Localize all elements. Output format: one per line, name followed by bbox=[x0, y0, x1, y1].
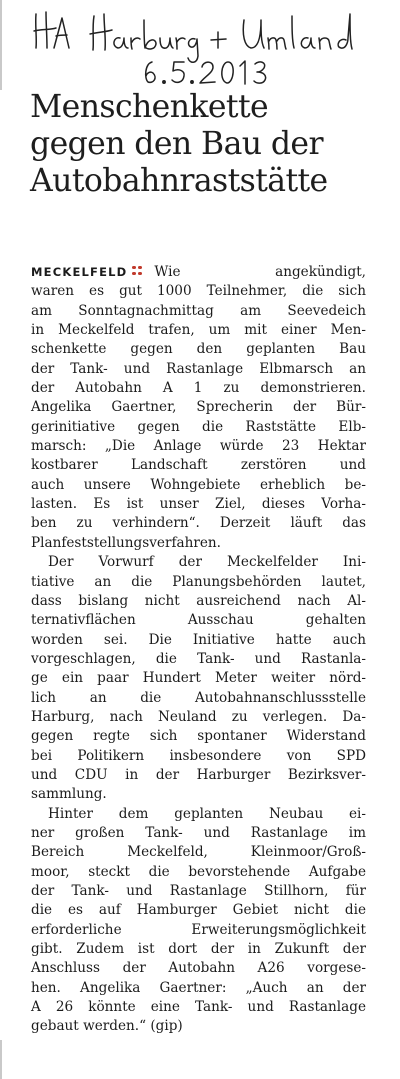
article-line: bei Politikern insbesondere von SPD bbox=[31, 747, 366, 764]
dateline: MECKELFELD bbox=[31, 265, 128, 279]
handwriting-drawing bbox=[32, 4, 362, 90]
article-line: worden sei. Die Initiative hatte auch bbox=[31, 631, 366, 648]
article-line: kostbarer Landschaft zerstören und bbox=[31, 457, 366, 474]
article-line: sammlung. bbox=[31, 786, 107, 803]
article-line: Hinter dem geplanten Neubau ei- bbox=[48, 805, 366, 822]
article-line: schenkette gegen den geplanten Bau bbox=[31, 341, 366, 358]
article-line: gebaut werden.“ (gip) bbox=[31, 1018, 183, 1035]
article-line: Bereich Meckelfeld, Kleinmoor/Groß- bbox=[31, 844, 366, 861]
article-line: ben zu verhindern“. Derzeit läuft das bbox=[31, 515, 366, 532]
article-line: der Tank- und Rastanlage Elbmarsch an bbox=[31, 360, 366, 377]
headline-line: Autobahnraststätte bbox=[30, 163, 328, 199]
article-line: ner großen Tank- und Rastanlage im bbox=[31, 824, 366, 841]
article-line: Der Vorwurf der Meckelfelder Ini- bbox=[48, 554, 366, 571]
article-headline bbox=[30, 89, 375, 200]
article-body bbox=[31, 263, 366, 1037]
headline-line: gegen den Bau der bbox=[30, 126, 323, 162]
article-line: dass bislang nicht ausreichend nach Al- bbox=[31, 592, 366, 609]
article-line: in Meckelfeld trafen, um mit einer Men- bbox=[31, 322, 366, 339]
article-line: und CDU in der Harburger Bezirksver- bbox=[31, 766, 366, 783]
article-line: Angelika Gaertner, Sprecherin der Bür- bbox=[31, 399, 366, 416]
article-line: ge ein paar Hundert Meter weiter nörd- bbox=[31, 670, 366, 687]
article-line: ternativflächen Ausschau gehalten bbox=[31, 612, 366, 629]
article-line: am Sonntagnachmittag am Seevedeich bbox=[31, 302, 366, 319]
article-line: tiative an die Planungsbehörden lautet, bbox=[31, 573, 366, 590]
article-line: Harburg, nach Neuland zu verlegen. Da- bbox=[31, 708, 366, 725]
article-line: hen. Angelika Gaertner: „Auch an der bbox=[31, 979, 366, 996]
article-line: marsch: „Die Anlage würde 23 Hektar bbox=[31, 438, 366, 455]
scan-edge-bottom bbox=[0, 1040, 2, 1079]
article-line: A 26 könnte eine Tank- und Rastanlage bbox=[31, 999, 366, 1016]
dateline-marker-icon bbox=[131, 265, 144, 277]
article-lead-line bbox=[31, 263, 366, 282]
handwritten-annotation bbox=[32, 4, 362, 90]
article-line: auch unsere Wohngebiete erheblich be- bbox=[31, 476, 366, 493]
article-line: die es auf Hamburger Gebiet nicht die bbox=[31, 902, 366, 919]
article-line: lasten. Es ist unser Ziel, dieses Vorha- bbox=[31, 496, 366, 513]
article-line: lich an die Autobahnanschlussstelle bbox=[31, 689, 366, 706]
headline-line: Menschenkette bbox=[30, 89, 269, 125]
article-line: gibt. Zudem ist dort der in Zukunft der bbox=[31, 941, 366, 958]
article-line: gerinitiative gegen die Raststätte Elb- bbox=[31, 418, 366, 435]
article-line: waren es gut 1000 Teilnehmer, die sich bbox=[31, 283, 366, 300]
article-line: Planfeststellungsverfahren. bbox=[31, 534, 221, 551]
article-line: der Tank- und Rastanlage Stillhorn, für bbox=[31, 883, 366, 899]
article-line: Anschluss der Autobahn A26 vorgese- bbox=[31, 960, 366, 977]
article-line: moor, steckt die bevorstehende Aufgabe bbox=[31, 863, 366, 880]
article-line: erforderliche Erweiterungsmöglichkeit bbox=[31, 921, 366, 938]
lead-text: Wie angekündigt, bbox=[154, 264, 366, 280]
scan-edge-top bbox=[0, 0, 2, 90]
article-line: gegen regte sich spontaner Widerstand bbox=[31, 728, 366, 745]
article-line: der Autobahn A 1 zu demonstrieren. bbox=[31, 380, 366, 397]
article-line: vorgeschlagen, die Tank- und Rastanla- bbox=[31, 650, 366, 667]
